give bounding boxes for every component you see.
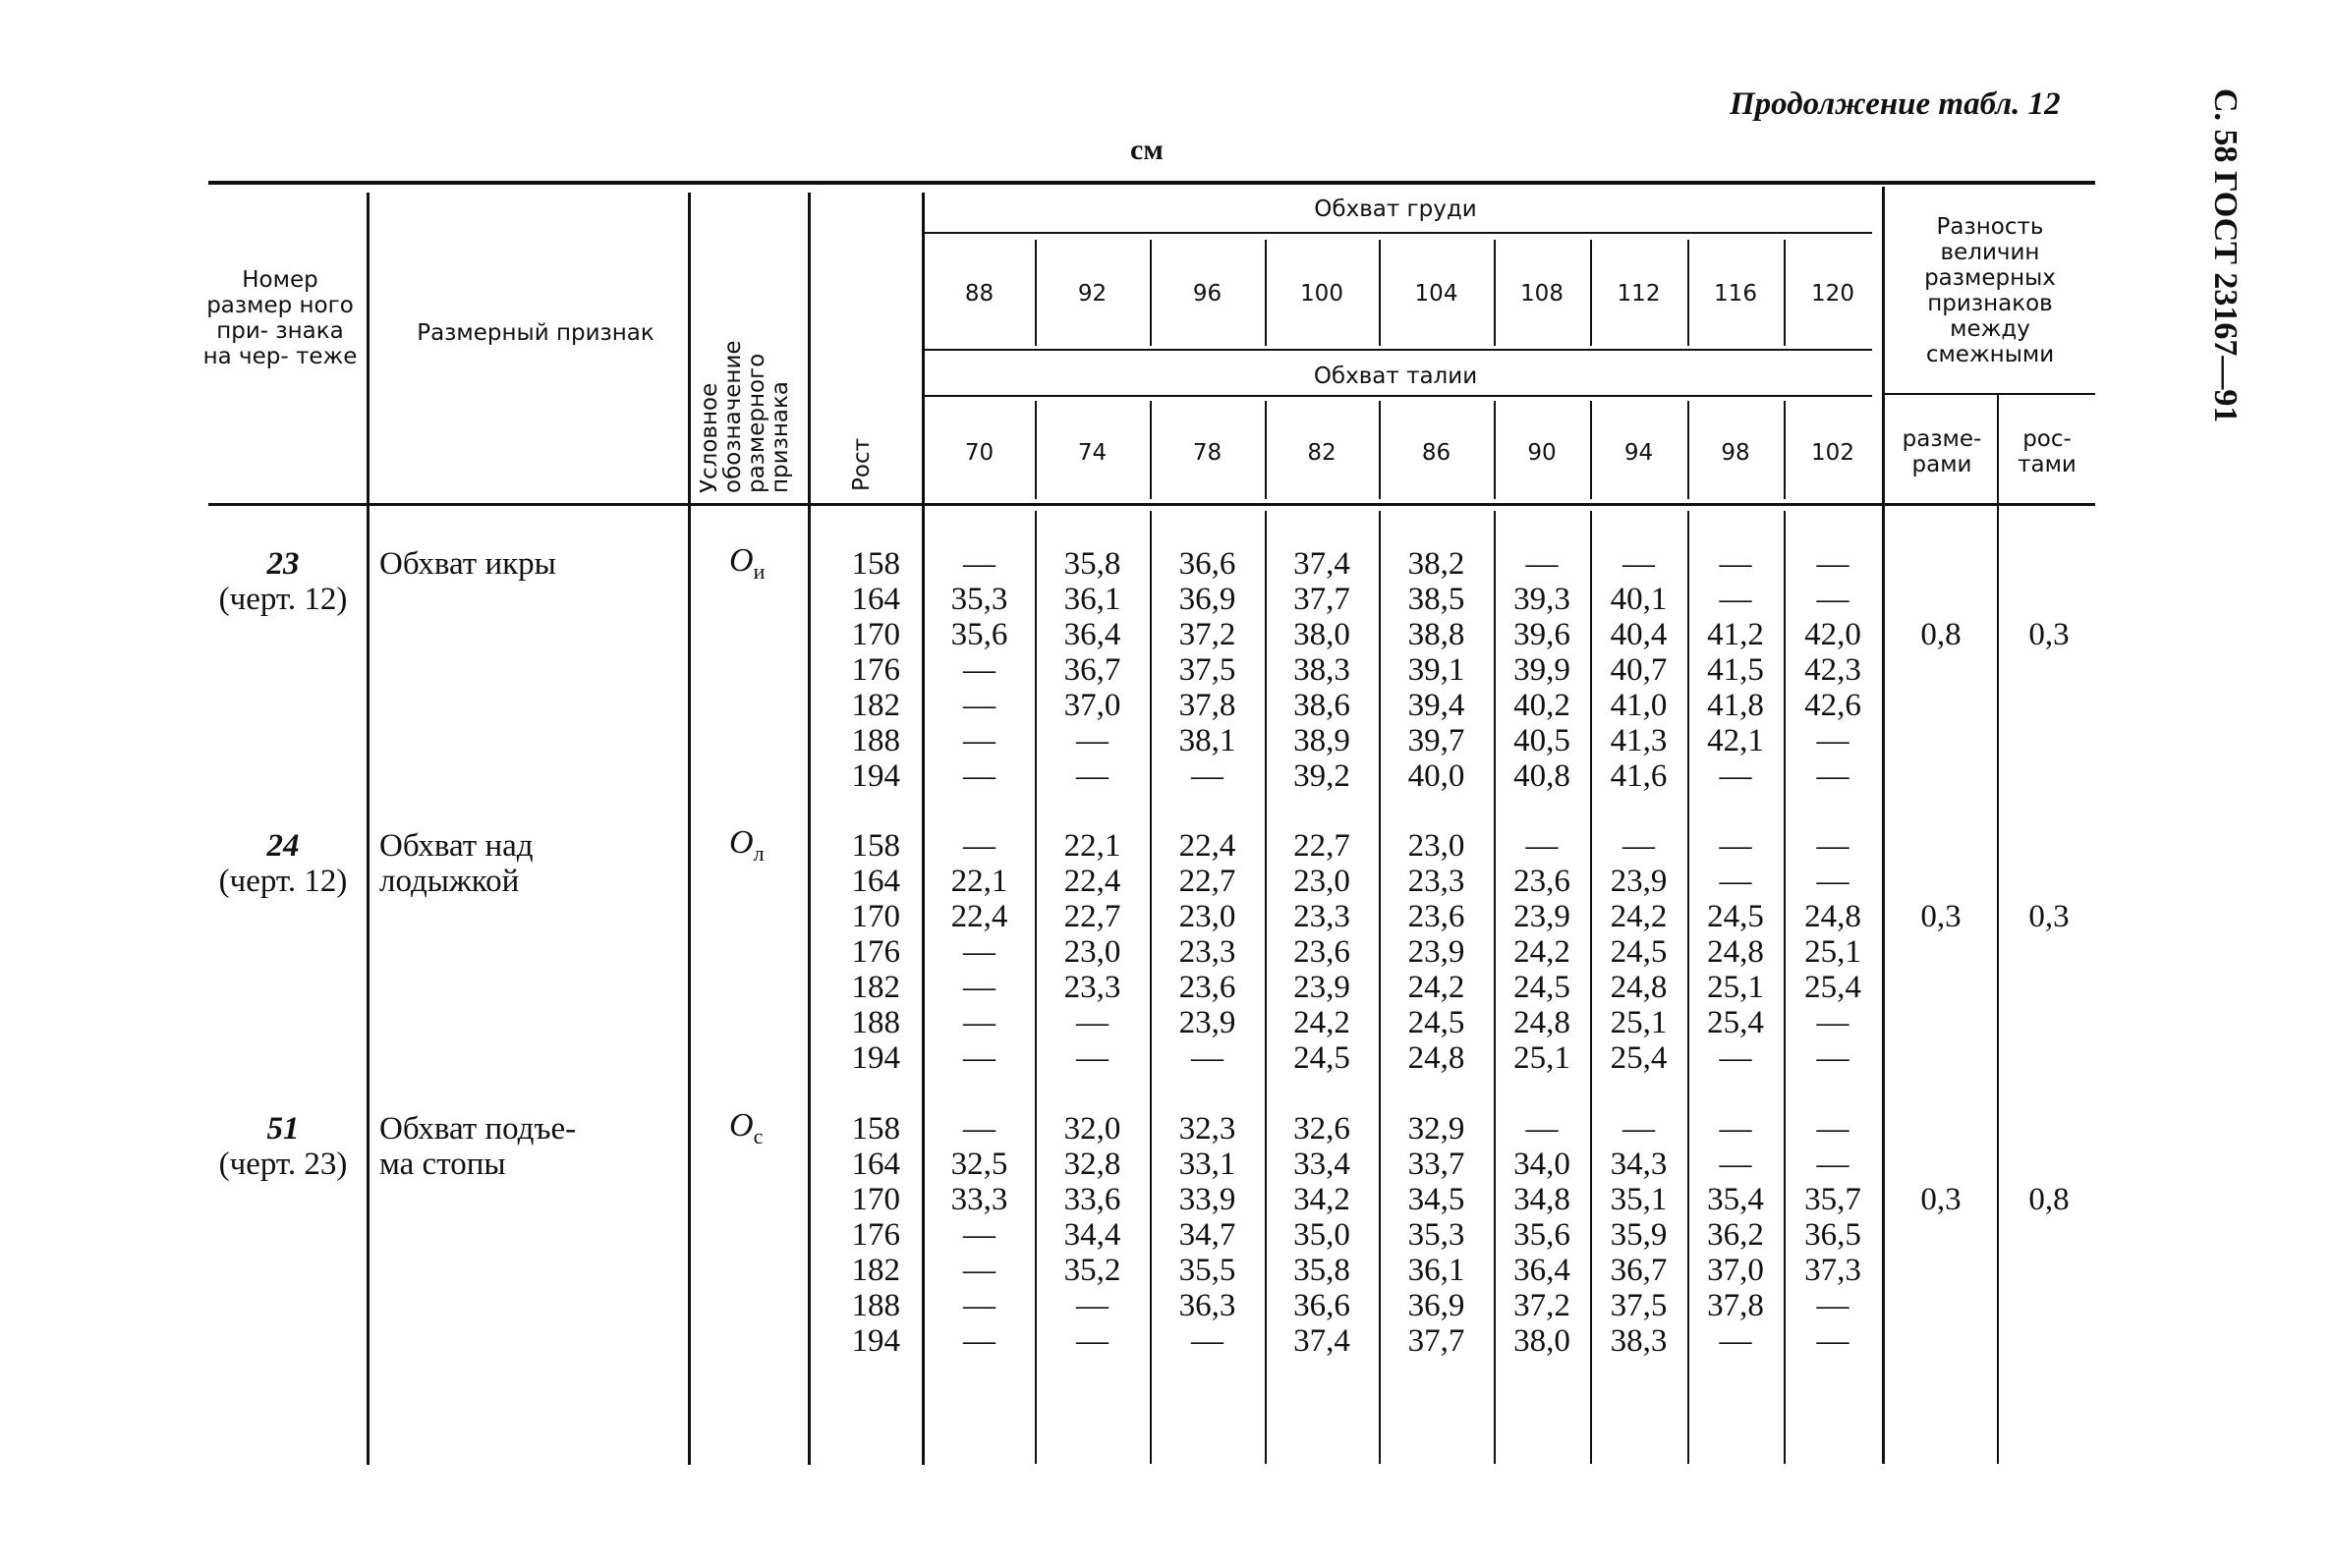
height-cell: 188 [851, 1288, 900, 1323]
value-cell: 38,3 [1610, 1323, 1668, 1359]
value-cell: — [963, 1323, 996, 1359]
header-by-sizes: разме- рами [1902, 426, 1982, 477]
height-cell: 182 [851, 1253, 900, 1288]
height-cell: 182 [851, 970, 900, 1005]
value-cell: 35,6 [1513, 1217, 1570, 1253]
value-cell: 35,2 [1063, 1253, 1121, 1288]
value-cell: 22,4 [1063, 864, 1121, 899]
value-cell: 42,6 [1804, 688, 1861, 723]
waist-value-header: 86 [1421, 440, 1451, 466]
value-cell: 22,7 [1293, 828, 1350, 864]
waist-value-header: 82 [1307, 440, 1337, 466]
value-cell: 39,7 [1407, 723, 1465, 758]
side-header: С. 58 ГОСТ 23167—91 [2207, 88, 2244, 423]
value-cell: 22,1 [1063, 828, 1121, 864]
height-cell: 194 [851, 1040, 900, 1076]
value-cell: 23,0 [1178, 899, 1236, 934]
value-cell: 24,5 [1513, 970, 1570, 1005]
value-cell: 41,0 [1610, 688, 1668, 723]
chest-value-header: 112 [1617, 281, 1661, 307]
chest-col-divider [1379, 240, 1381, 346]
value-cell: 36,7 [1063, 652, 1121, 688]
value-cell: 40,8 [1513, 758, 1570, 794]
value-cell: — [1816, 758, 1849, 794]
value-cell: — [1191, 758, 1223, 794]
value-cell: 41,3 [1610, 723, 1668, 758]
value-cell: 35,9 [1610, 1217, 1668, 1253]
feature-drawing-ref: (черт. 12) [218, 582, 348, 617]
value-cell: 23,6 [1407, 899, 1465, 934]
difference-rule [1885, 393, 2095, 395]
value-cell: 32,0 [1063, 1111, 1121, 1147]
value-cell: 24,8 [1407, 1040, 1465, 1076]
waist-value-header: 102 [1811, 440, 1854, 466]
height-cell: 170 [851, 1182, 900, 1217]
col-divider-symbol [688, 193, 691, 1465]
feature-symbol-main: О [729, 542, 754, 579]
value-cell: 22,7 [1063, 899, 1121, 934]
value-cell: — [1719, 546, 1752, 582]
value-cell: 25,1 [1804, 934, 1861, 970]
height-cell: 170 [851, 617, 900, 652]
value-cell: 41,2 [1707, 617, 1764, 652]
value-cell: — [963, 1253, 996, 1288]
value-cell: — [1525, 546, 1559, 582]
value-cell: — [1622, 546, 1655, 582]
value-cell: — [1076, 1323, 1109, 1359]
feature-name: Обхват икры [379, 546, 556, 582]
value-cell: 37,8 [1178, 688, 1236, 723]
height-cell: 170 [851, 899, 900, 934]
chest-value-header: 108 [1520, 281, 1564, 307]
value-cell: 35,4 [1707, 1182, 1764, 1217]
feature-drawing-ref: (черт. 12) [218, 864, 348, 899]
value-cell: 36,5 [1804, 1217, 1861, 1253]
feature-number-value: 51 [266, 1111, 300, 1147]
feature-number-value: 24 [266, 828, 300, 864]
value-cell: 23,6 [1178, 970, 1236, 1005]
height-cell: 182 [851, 688, 900, 723]
value-cell: 25,1 [1707, 970, 1764, 1005]
value-cell: 23,9 [1178, 1005, 1236, 1040]
value-cell: 35,8 [1063, 546, 1121, 582]
value-cell: 39,9 [1513, 652, 1570, 688]
continuation-title: Продолжение табл. 12 [1730, 86, 2061, 122]
feature-symbol [729, 1107, 763, 1149]
value-cell: — [1719, 828, 1752, 864]
waist-col-divider [1265, 401, 1267, 499]
height-cell: 164 [851, 1147, 900, 1182]
value-cell: 36,2 [1707, 1217, 1764, 1253]
value-cell: 36,6 [1178, 546, 1236, 582]
value-cell: 25,1 [1513, 1040, 1570, 1076]
value-cell: — [1816, 1288, 1849, 1323]
header-height: Рост [849, 438, 875, 491]
value-cell: 38,0 [1513, 1323, 1570, 1359]
value-cell: 35,7 [1804, 1182, 1861, 1217]
feature-number [199, 546, 367, 617]
height-cell: 188 [851, 1005, 900, 1040]
waist-value-header: 78 [1192, 440, 1223, 466]
value-cell: 24,8 [1804, 899, 1861, 934]
difference-by-sizes: 0,8 [1920, 617, 1962, 652]
value-cell: — [1076, 1005, 1109, 1040]
value-cell: 25,4 [1610, 1040, 1668, 1076]
value-cell: — [963, 546, 996, 582]
value-cell: — [963, 1217, 996, 1253]
value-cell: 33,7 [1407, 1147, 1465, 1182]
value-cell: 35,0 [1293, 1217, 1350, 1253]
value-cell: 34,0 [1513, 1147, 1570, 1182]
value-cell: 33,9 [1178, 1182, 1236, 1217]
value-cell: 39,4 [1407, 688, 1465, 723]
value-cell: 23,3 [1178, 934, 1236, 970]
header-feature-number: Номер размер ного при- знака на чер- теже [202, 267, 358, 369]
value-cell: 23,6 [1293, 934, 1350, 970]
height-cell: 176 [851, 934, 900, 970]
value-cell: 37,3 [1804, 1253, 1861, 1288]
value-cell: 40,1 [1610, 582, 1668, 617]
value-cell: 39,1 [1407, 652, 1465, 688]
value-cell: 36,7 [1610, 1253, 1668, 1288]
value-cell: 37,7 [1407, 1323, 1465, 1359]
value-cell: 36,3 [1178, 1288, 1236, 1323]
value-cell: 25,1 [1610, 1005, 1668, 1040]
value-cell: 42,3 [1804, 652, 1861, 688]
value-cell: 32,3 [1178, 1111, 1236, 1147]
feature-symbol-main: О [729, 824, 754, 861]
height-cell: 188 [851, 723, 900, 758]
difference-by-heights: 0,3 [2028, 899, 2070, 934]
chest-col-divider [1035, 240, 1037, 346]
value-cell: 38,5 [1407, 582, 1465, 617]
value-cell: — [1622, 828, 1655, 864]
feature-name: Обхват над лодыжкой [379, 828, 534, 899]
header-waist-group: Обхват талии [1313, 364, 1478, 389]
value-cell: 23,3 [1063, 970, 1121, 1005]
value-col-divider [1379, 511, 1381, 1464]
chest-value-header: 100 [1300, 281, 1343, 307]
value-cell: 35,3 [1407, 1217, 1465, 1253]
value-cell: — [1622, 1111, 1655, 1147]
value-cell: 23,9 [1407, 934, 1465, 970]
value-cell: — [1816, 582, 1849, 617]
chest-col-divider [1150, 240, 1152, 346]
value-cell: 32,5 [950, 1147, 1008, 1182]
value-cell: — [1719, 1323, 1752, 1359]
feature-symbol-sub: с [753, 1123, 764, 1148]
value-cell: 37,4 [1293, 1323, 1350, 1359]
value-cell: 36,9 [1178, 582, 1236, 617]
header-feature: Размерный признак [417, 320, 654, 346]
waist-value-header: 94 [1623, 440, 1654, 466]
value-cell: 36,4 [1513, 1253, 1570, 1288]
header-difference: Разность величин размерных признаков между смежными [1924, 214, 2056, 367]
waist-value-header: 90 [1527, 440, 1557, 466]
value-cell: — [1816, 1040, 1849, 1076]
value-cell: 42,1 [1707, 723, 1764, 758]
value-cell: 41,5 [1707, 652, 1764, 688]
value-cell: — [1816, 1147, 1849, 1182]
value-cell: 38,6 [1293, 688, 1350, 723]
header-chest-group: Обхват груди [1314, 196, 1477, 222]
value-cell: 23,9 [1610, 864, 1668, 899]
value-cell: — [963, 970, 996, 1005]
value-cell: 23,0 [1063, 934, 1121, 970]
value-cell: 37,2 [1513, 1288, 1570, 1323]
value-cell: 41,8 [1707, 688, 1764, 723]
value-cell: 37,0 [1707, 1253, 1764, 1288]
height-cell: 158 [851, 546, 900, 582]
value-cell: — [1816, 1005, 1849, 1040]
value-cell: — [1816, 1111, 1849, 1147]
value-cell: — [963, 1111, 996, 1147]
value-cell: 24,2 [1293, 1005, 1350, 1040]
value-cell: 39,3 [1513, 582, 1570, 617]
waist-value-header: 98 [1721, 440, 1750, 466]
value-cell: — [963, 1040, 996, 1076]
difference-by-sizes: 0,3 [1920, 1182, 1962, 1217]
value-cell: — [963, 652, 996, 688]
difference-by-heights: 0,8 [2028, 1182, 2070, 1217]
value-cell: 36,6 [1293, 1288, 1350, 1323]
height-cell: 176 [851, 652, 900, 688]
height-cell: 164 [851, 582, 900, 617]
value-cell: 37,0 [1063, 688, 1121, 723]
value-cell: — [1719, 864, 1752, 899]
value-cell: 33,6 [1063, 1182, 1121, 1217]
value-cell: 39,6 [1513, 617, 1570, 652]
value-cell: 23,0 [1407, 828, 1465, 864]
value-cell: 38,3 [1293, 652, 1350, 688]
value-cell: 38,9 [1293, 723, 1350, 758]
value-cell: 38,0 [1293, 617, 1350, 652]
value-cell: 24,8 [1707, 934, 1764, 970]
value-cell: 40,2 [1513, 688, 1570, 723]
value-cell: 36,4 [1063, 617, 1121, 652]
value-cell: 35,5 [1178, 1253, 1236, 1288]
difference-by-sizes: 0,3 [1920, 899, 1962, 934]
value-cell: 23,6 [1513, 864, 1570, 899]
value-cell: 34,3 [1610, 1147, 1668, 1182]
value-cell: 37,7 [1293, 582, 1350, 617]
waist-col-divider [1035, 401, 1037, 499]
feature-symbol-sub: и [753, 558, 766, 584]
value-cell: 33,3 [950, 1182, 1008, 1217]
value-cell: 25,4 [1707, 1005, 1764, 1040]
value-cell: — [1191, 1040, 1223, 1076]
height-cell: 164 [851, 864, 900, 899]
header-bottom-rule [208, 503, 2095, 506]
value-cell: — [1719, 1111, 1752, 1147]
value-cell: 37,8 [1707, 1288, 1764, 1323]
height-cell: 158 [851, 1111, 900, 1147]
value-cell: — [1816, 1323, 1849, 1359]
col-divider-height [808, 193, 811, 1465]
value-cell: 40,5 [1513, 723, 1570, 758]
value-cell: 36,1 [1063, 582, 1121, 617]
chest-value-header: 92 [1077, 281, 1108, 307]
value-cell: 32,8 [1063, 1147, 1121, 1182]
value-cell: 42,0 [1804, 617, 1861, 652]
chest-value-header: 116 [1714, 281, 1757, 307]
value-cell: 35,6 [950, 617, 1008, 652]
value-cell: 22,4 [950, 899, 1008, 934]
value-cell: 37,5 [1178, 652, 1236, 688]
value-cell: — [963, 1005, 996, 1040]
value-cell: 22,1 [950, 864, 1008, 899]
value-cell: 35,3 [950, 582, 1008, 617]
chest-value-header: 104 [1414, 281, 1458, 307]
value-cell: — [1076, 723, 1109, 758]
value-cell: 38,8 [1407, 617, 1465, 652]
value-cell: — [1191, 1323, 1223, 1359]
height-cell: 176 [851, 1217, 900, 1253]
value-cell: — [963, 828, 996, 864]
value-cell: 25,4 [1804, 970, 1861, 1005]
value-cell: 37,4 [1293, 546, 1350, 582]
value-cell: 40,0 [1407, 758, 1465, 794]
value-cell: 23,3 [1407, 864, 1465, 899]
col-divider-difference [1882, 187, 1885, 1464]
value-cell: 36,1 [1407, 1253, 1465, 1288]
value-cell: 33,4 [1293, 1147, 1350, 1182]
value-cell: — [1719, 582, 1752, 617]
value-col-divider [1035, 511, 1037, 1464]
waist-value-header: 70 [964, 440, 995, 466]
value-cell: 24,5 [1610, 934, 1668, 970]
header-symbol: Условное обозначение размерного признака [697, 340, 793, 493]
waist-group-rule [924, 395, 1872, 397]
chest-value-header: 96 [1192, 281, 1223, 307]
value-cell: — [1525, 828, 1559, 864]
value-cell: 38,1 [1178, 723, 1236, 758]
value-cell: 34,4 [1063, 1217, 1121, 1253]
value-cell: 24,5 [1407, 1005, 1465, 1040]
value-cell: — [1719, 1147, 1752, 1182]
value-cell: 23,0 [1293, 864, 1350, 899]
feature-number [199, 828, 367, 899]
height-cell: 158 [851, 828, 900, 864]
chest-value-header: 88 [964, 281, 995, 307]
value-cell: 34,2 [1293, 1182, 1350, 1217]
value-cell: — [1816, 546, 1849, 582]
value-cell: — [1076, 1040, 1109, 1076]
height-cell: 194 [851, 758, 900, 794]
feature-symbol-sub: л [753, 840, 765, 866]
value-cell: 41,6 [1610, 758, 1668, 794]
chest-values-rule [924, 349, 1872, 351]
value-cell: — [963, 723, 996, 758]
value-cell: 34,8 [1513, 1182, 1570, 1217]
value-cell: 34,7 [1178, 1217, 1236, 1253]
value-cell: — [1525, 1111, 1559, 1147]
value-cell: 24,8 [1513, 1005, 1570, 1040]
value-cell: 24,8 [1610, 970, 1668, 1005]
unit-label: см [1130, 134, 1164, 166]
value-cell: — [1719, 758, 1752, 794]
feature-symbol [729, 824, 765, 867]
value-col-divider [1150, 511, 1152, 1464]
value-cell: 40,4 [1610, 617, 1668, 652]
value-cell: 35,1 [1610, 1182, 1668, 1217]
value-cell: — [1076, 758, 1109, 794]
value-cell: 37,5 [1610, 1288, 1668, 1323]
value-cell: 34,5 [1407, 1182, 1465, 1217]
value-cell: — [1816, 828, 1849, 864]
chest-value-header: 120 [1811, 281, 1854, 307]
waist-col-divider [1150, 401, 1152, 499]
chest-group-rule [924, 232, 1872, 234]
value-cell: 22,7 [1178, 864, 1236, 899]
value-cell: 24,2 [1610, 899, 1668, 934]
value-cell: — [1076, 1288, 1109, 1323]
value-cell: 40,7 [1610, 652, 1668, 688]
value-cell: 33,1 [1178, 1147, 1236, 1182]
value-cell: 37,2 [1178, 617, 1236, 652]
feature-symbol [729, 542, 765, 585]
value-cell: — [963, 688, 996, 723]
value-cell: — [1719, 1040, 1752, 1076]
waist-col-divider [1379, 401, 1381, 499]
value-cell: 24,2 [1407, 970, 1465, 1005]
top-rule [208, 181, 2095, 185]
value-cell: 23,9 [1293, 970, 1350, 1005]
value-cell: 24,2 [1513, 934, 1570, 970]
value-cell: 24,5 [1707, 899, 1764, 934]
header-by-heights: рос- тами [2018, 426, 2077, 477]
waist-value-header: 74 [1077, 440, 1108, 466]
value-cell: — [963, 758, 996, 794]
value-cell: 23,3 [1293, 899, 1350, 934]
value-cell: — [963, 1288, 996, 1323]
col-divider-values [922, 193, 925, 1465]
height-cell: 194 [851, 1323, 900, 1359]
value-cell: 36,9 [1407, 1288, 1465, 1323]
value-cell: 24,5 [1293, 1040, 1350, 1076]
value-cell: 22,4 [1178, 828, 1236, 864]
value-cell: 32,6 [1293, 1111, 1350, 1147]
value-cell: — [963, 934, 996, 970]
value-col-divider [1265, 511, 1267, 1464]
feature-symbol-main: О [729, 1107, 754, 1144]
value-cell: 23,9 [1513, 899, 1570, 934]
feature-name: Обхват подъе- ма стопы [379, 1111, 577, 1182]
col-divider-feature [367, 193, 370, 1465]
value-cell: 32,9 [1407, 1111, 1465, 1147]
value-cell: — [1816, 723, 1849, 758]
feature-drawing-ref: (черт. 23) [218, 1147, 348, 1182]
value-cell: 38,2 [1407, 546, 1465, 582]
value-cell: — [1816, 864, 1849, 899]
chest-col-divider [1265, 240, 1267, 346]
value-cell: 35,8 [1293, 1253, 1350, 1288]
feature-number [199, 1111, 367, 1182]
difference-by-heights: 0,3 [2028, 617, 2070, 652]
feature-number-value: 23 [266, 546, 300, 582]
value-cell: 39,2 [1293, 758, 1350, 794]
